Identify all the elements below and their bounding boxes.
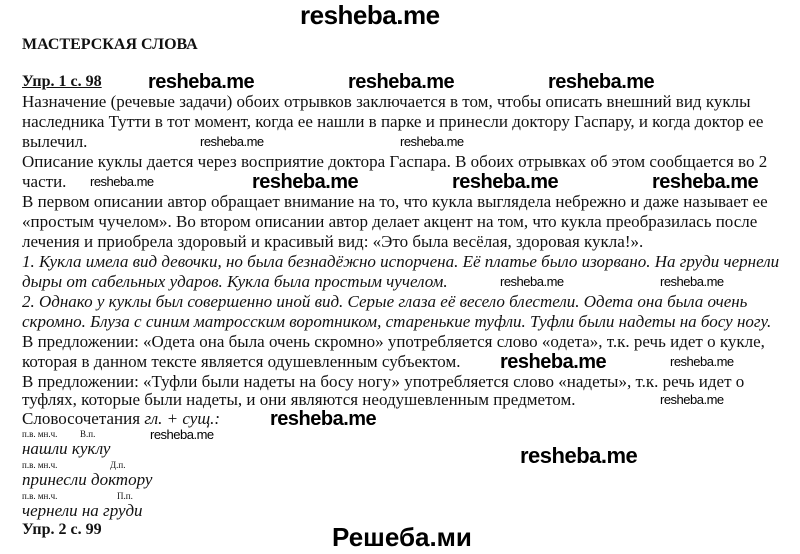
next-exercise-heading: Упр. 2 с. 99	[22, 521, 102, 538]
section-title: МАСТЕРСКАЯ СЛОВА	[22, 36, 198, 53]
phrase-tag: п.в. мн.ч.	[22, 491, 58, 501]
watermark: resheba.me	[652, 171, 759, 193]
phrase-tag: П.п.	[117, 491, 133, 501]
text-line: В предложении: «Туфли были надеты на босу ногу» употребляется слово «надеты», т.к. речь идет о	[22, 372, 745, 391]
text-line: вылечил.	[22, 132, 88, 151]
watermark: resheba.me	[90, 174, 154, 189]
text-line: части.	[22, 172, 67, 191]
footer-watermark: Решеба.ми	[332, 522, 472, 552]
watermark: resheba.me	[660, 392, 724, 407]
text-line: лечения и приобрела здоровый и красивый вид: «Это была весёлая, здоровая кукла!».	[22, 232, 644, 251]
watermark: resheba.me	[270, 408, 377, 430]
watermark: resheba.me	[252, 171, 359, 193]
watermark: resheba.me	[500, 351, 607, 373]
watermark: resheba.me	[500, 274, 564, 289]
phrase-tag: п.в. мн.ч.	[22, 460, 58, 470]
watermark: resheba.me	[670, 354, 734, 369]
watermark: resheba.me	[348, 71, 455, 93]
watermark: resheba.me	[150, 427, 214, 442]
watermark: resheba.me	[400, 134, 464, 149]
exercise-heading: Упр. 1 с. 98	[22, 73, 102, 90]
phrase-tag: Д.п.	[110, 460, 126, 470]
text-line: которая в данном тексте является одушевленным субъектом.	[22, 352, 461, 371]
phrase-tag: В.п.	[80, 429, 96, 439]
quote-line: 1. Кукла имела вид девочки, но была безнадёжно испорчена. Её платье было изорвано. На груди чернели	[22, 252, 780, 271]
quote-line: дыры от сабельных ударов. Кукла была простым чучелом.	[22, 272, 448, 291]
text-line: В первом описании автор обращает внимание на то, что кукла выглядела небрежно и даже называет ее	[22, 192, 768, 211]
phrases-label-pattern: гл. + сущ.:	[144, 409, 221, 428]
text-line: «простым чучелом». Во втором описании автор делает акцент на том, что кукла преобразилась после	[22, 212, 758, 231]
watermark: resheba.me	[452, 171, 559, 193]
watermark: resheba.me	[548, 71, 655, 93]
watermark: resheba.me	[148, 71, 255, 93]
text-line: Назначение (речевые задачи) обоих отрывков заключается в том, чтобы описать внешний вид куклы	[22, 92, 751, 111]
phrase: чернели на груди	[22, 501, 143, 520]
watermark: resheba.me	[200, 134, 264, 149]
watermark: resheba.me	[660, 274, 724, 289]
text-line: туфлях, которые были надеты, и они являются неодушевленным предметом.	[22, 390, 576, 409]
phrase: принесли доктору	[22, 470, 153, 489]
phrases-label-text: Словосочетания	[22, 409, 145, 428]
phrase-tag: п.в. мн.ч.	[22, 429, 58, 439]
text-line: наследника Тутти в тот момент, когда ее нашли в парке и принесли доктору Гаспару, и когда доктор ее	[22, 112, 764, 131]
text-line: В предложении: «Одета она была очень скромно» употребляется слово «одета», т.к. речь идет о кукле,	[22, 332, 765, 351]
watermark: resheba.me	[520, 443, 638, 468]
quote-line: 2. Однако у куклы был совершенно иной вид. Серые глаза её весело блестели. Одета она была очень	[22, 292, 748, 311]
header-watermark: resheba.me	[300, 0, 440, 30]
text-line: Описание куклы дается через восприятие доктора Гаспара. В обоих отрывках об этом сообщается во 2	[22, 152, 768, 171]
phrase: нашли куклу	[22, 439, 111, 458]
quote-line: скромно. Блуза с синим матросским воротником, старенькие туфли. Туфли были надеты на босу ногу.	[22, 312, 772, 331]
